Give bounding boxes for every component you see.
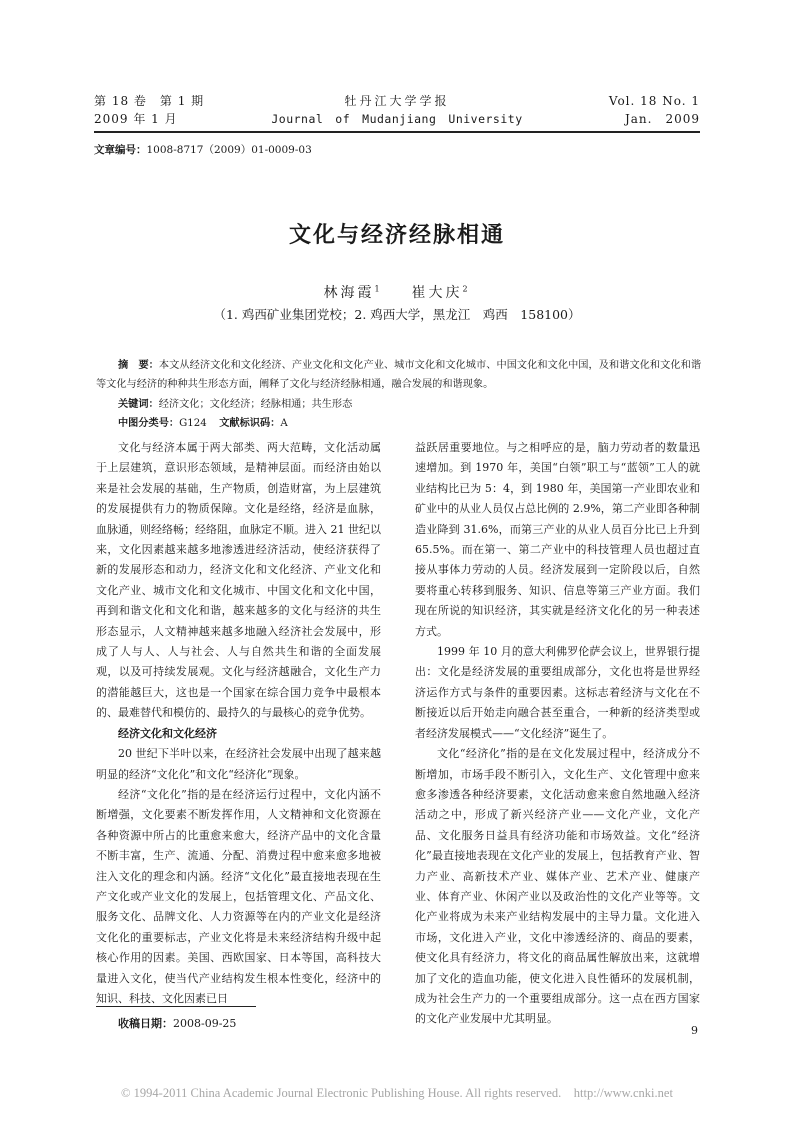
header-rule <box>94 131 700 133</box>
paragraph: 文化“经济化”指的是在文化发展过程中，经济成分不断增加，市场手段不断引入，文化生产、文化管理中愈来愈多渗透各种经济要素，文化活动愈来愈自然地融入经济活动之中，形成了新兴经济产业——文化产业，文化产品、文化服务日益具有经济功能和市场效益。文化“经济化”最直接地表现在文化产业的发展上，包括教育产业、智力产业、高新技术产业、媒体产业、艺术产业、健康产业、体育产业、休闲产业以及政治性的文化产业等等。文化产业将成为未来产业结构发展中的主导力量。文化进入市场，文化进入产业，文化中渗透经济的、商品的要素，使文化具有经济力，将文化的商品属性解放出来，这就增加了文化的造血功能，使文化进入良性循环的发展机制，成为社会生产力的一个重要组成部分。这一点在西方国家的文化产业发展中尤其明显。 <box>415 747 700 1026</box>
affiliation: （1. 鸡西矿业集团党校；2. 鸡西大学，黑龙江 鸡西 158100） <box>213 307 581 322</box>
abstract <box>96 356 701 394</box>
header-date-en: Jan. 2009 <box>624 112 700 126</box>
left-column <box>96 438 381 1009</box>
section-heading: 经济文化和文化经济 <box>118 726 217 740</box>
keywords-text: 经济文化；文化经济；经脉相通；共生形态 <box>158 399 353 410</box>
header-date-cn: 2009 年 1 月 <box>94 112 178 126</box>
header-volume: 第 18 卷 第 1 期 <box>94 94 205 108</box>
clc-label: 中图分类号： <box>118 417 180 429</box>
header-journal-cn: 牡丹江大学学报 <box>344 94 450 108</box>
author-2: 崔大庆 <box>411 285 463 301</box>
footnote-rule <box>96 1006 256 1007</box>
doc-code-label: 文献标识码： <box>219 417 281 429</box>
authors <box>0 282 794 302</box>
article-number-label: 文章编号： <box>94 144 147 156</box>
abstract-text: 本文从经济文化和文化经济、产业文化和文化产业、城市文化和文化城市、中国文化和文化中国，及和谐文化和文化和谐等文化与经济的种种共生形态方面，阐释了文化与经济经脉相通，融合发展的和谐现象。 <box>96 360 702 390</box>
page-number: 9 <box>691 1024 698 1037</box>
author-1-sup: 1 <box>374 284 383 294</box>
author-2-sup: 2 <box>462 284 471 294</box>
paragraph: 1999 年 10 月的意大利佛罗伦萨会议上，世界银行提出：文化是经济发展的重要组成部分，文化也将是世界经济运作方式与条件的重要因素。这标志着经济与文化在不断接近以后开始走向融合甚至重合，一种新的经济类型或者经济发展模式——“文化经济”诞生了。 <box>415 645 700 740</box>
doc-code-value: A <box>280 418 288 429</box>
abstract-label: 摘 要： <box>118 359 159 371</box>
right-column <box>415 438 700 1030</box>
article-number <box>94 142 312 157</box>
received-date <box>118 1015 236 1031</box>
clc-value: G124 <box>179 418 207 429</box>
copyright-line: © 1994-2011 China Academic Journal Electronic Publishing House. All rights reserved. http://www.cnki.net <box>121 1086 673 1100</box>
header-vol-no: Vol. 18 No. 1 <box>608 94 700 108</box>
received-value: 2008-09-25 <box>173 1017 237 1030</box>
author-1: 林海霞 <box>323 285 375 301</box>
page-title: 文化与经济经脉相通 <box>288 223 505 248</box>
received-label: 收稿日期： <box>118 1017 173 1030</box>
paragraph: 益跃居重要地位。与之相呼应的是，脑力劳动者的数量迅速增加。到 1970 年，美国“白领”职工与“蓝领”工人的就业结构比已为 5：4，到 1980 年，美国第一产业即农业和矿业中的从业人员仅占总比例的 2.9%，第二产业即各种制造业降到 31.6%，而第三产业的从业人员百分比已上升到 65.5%。而在第一、第二产业中的科技管理人员也超过直接从事体力劳动的人员。经济发展到一定阶段以后，自然要将重心转移到服务、知识、信息等第三产业方面。我们现在所说的知识经济，其实就是经济文化化的另一种表述方式。 <box>415 441 700 638</box>
header-journal-en: Journal of Mudanjiang University <box>271 112 523 126</box>
paragraph: 经济“文化化”指的是在经济运行过程中，文化内涵不断增强，文化要素不断发挥作用，人文精神和文化资源在各种资源中所占的比重愈来愈大，经济产品中的文化含量不断丰富，生产、流通、分配、消费过程中愈来愈多地被注入文化的理念和内涵。经济“文化化”最直接地表现在生产文化或产业文化的发展上，包括管理文化、产品文化、服务文化、品牌文化、人力资源等在内的产业文化是经济文化化的重要标志，产业文化将是未来经济结构升级中起核心作用的因素。美国、西欧国家、日本等国，高科技大量进入文化，使当代产业结构发生根本性变化，经济中的知识、科技、文化因素已日 <box>96 787 381 1005</box>
classification <box>118 414 723 433</box>
article-number-value: 1008-8717（2009）01-0009-03 <box>146 144 312 156</box>
keywords-label: 关键词： <box>118 398 159 410</box>
keywords <box>118 395 723 414</box>
paragraph: 文化与经济本属于两大部类、两大范畴，文化活动属于上层建筑，意识形态领域，是精神层面。而经济由始以来是社会发展的基础，生产物质，创造财富，为上层建筑的发展提供有力的物质保障。文化是经络，经济是血脉，血脉通，则经络畅；经络阻，血脉定不顺。进入 21 世纪以来，文化因素越来越多地渗透进经济活动，使经济获得了新的发展形态和动力，经济文化和文化经济、产业文化和文化产业、城市文化和文化城市、中国文化和文化中国，再到和谐文化和文化和谐，越来越多的文化与经济的共生形态显示，人文精神越来越多地融入经济社会发展中，形成了人与人、人与社会、人与自然共生和谐的全面发展观，以及可持续发展观。文化与经济越融合，文化生产力的潜能越巨大，这也是一个国家在综合国力竞争中最根本的、最难替代和模仿的、最持久的与最核心的竞争优势。 <box>96 441 381 720</box>
paragraph: 20 世纪下半叶以来，在经济社会发展中出现了越来越明显的经济“文化化”和文化“经济化”现象。 <box>96 747 381 781</box>
